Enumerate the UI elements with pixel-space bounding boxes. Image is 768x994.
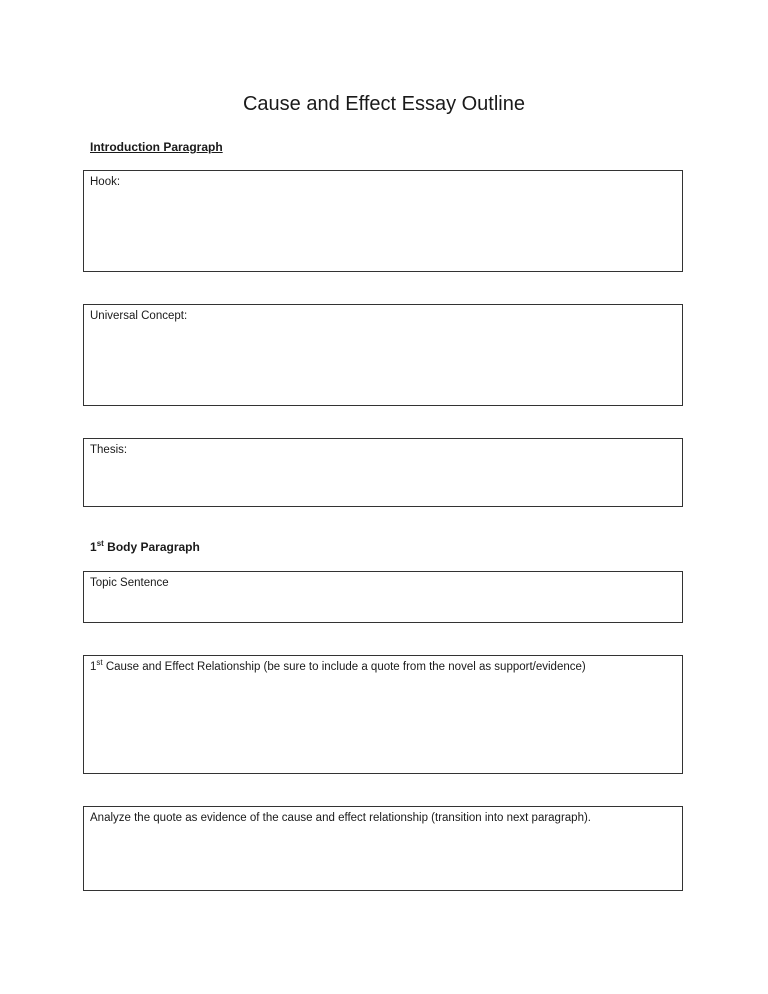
page-title: Cause and Effect Essay Outline	[242, 93, 525, 115]
topic-sentence-box[interactable]	[83, 571, 683, 623]
thesis-box[interactable]	[83, 438, 683, 507]
hook-label: Hook:	[90, 176, 121, 188]
relationship-ordinal: st	[96, 658, 103, 668]
introduction-heading	[90, 140, 223, 154]
hook-box[interactable]	[83, 170, 683, 272]
universal-concept-label: Universal Concept:	[90, 310, 188, 322]
universal-concept-box[interactable]	[83, 304, 683, 406]
body-paragraph-heading	[90, 540, 200, 554]
topic-sentence-label: Topic Sentence	[90, 577, 169, 589]
analyze-quote-box[interactable]	[83, 806, 683, 891]
analyze-quote-label: Analyze the quote as evidence of the cause and effect relationship (transition into next paragraph).	[90, 812, 591, 824]
cause-effect-relationship-label	[90, 658, 586, 673]
body-paragraph-heading-text: Body Paragraph	[103, 540, 200, 554]
relationship-text: Cause and Effect Relationship (be sure to include a quote from the novel as support/evidence)	[102, 661, 586, 673]
introduction-heading-text: Introduction Paragraph	[90, 140, 223, 154]
relationship-number: 1	[90, 661, 97, 673]
thesis-label: Thesis:	[90, 444, 128, 456]
cause-effect-relationship-box[interactable]	[83, 655, 683, 774]
body-paragraph-number: 1	[90, 540, 97, 554]
body-paragraph-ordinal: st	[96, 539, 104, 548]
